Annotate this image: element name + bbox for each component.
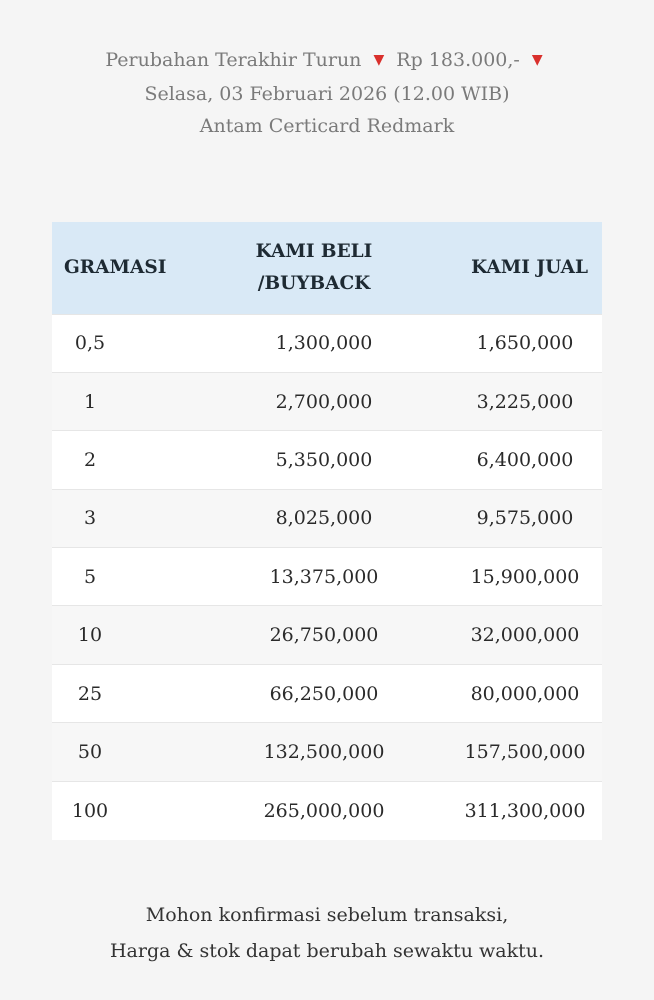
change-line (0, 44, 654, 78)
cell-buyback: 66,250,000 (269, 682, 379, 705)
cell-buyback: 26,750,000 (269, 624, 379, 647)
cell-kami-jual: 311,300,000 (464, 799, 586, 822)
update-date: Selasa, 03 Februari 2026 (12.00 WIB) (144, 83, 510, 105)
cell-gramasi: 5 (83, 565, 97, 588)
table-row (52, 489, 602, 547)
cell-kami-jual: 32,000,000 (470, 624, 580, 647)
cell-buyback: 1,300,000 (275, 332, 373, 355)
product-name: Antam Certicard Redmark (199, 115, 455, 137)
header-gramasi: GRAMASI (64, 256, 167, 278)
cell-gramasi: 0,5 (74, 332, 106, 355)
table-header-row (52, 222, 602, 314)
table-row (52, 723, 602, 781)
cell-kami-jual: 9,575,000 (476, 507, 574, 530)
cell-kami-jual: 157,500,000 (464, 740, 586, 763)
cell-buyback: 2,700,000 (275, 390, 373, 413)
cell-kami-jual: 1,650,000 (476, 332, 574, 355)
header-buyback-line1: KAMI BELI (255, 240, 373, 262)
header-buyback (214, 222, 414, 314)
cell-gramasi: 10 (77, 624, 103, 647)
header-kami-jual: KAMI JUAL (471, 256, 588, 278)
table-row (52, 548, 602, 606)
down-triangle-icon: ▼ (373, 52, 385, 68)
down-triangle-icon: ▼ (531, 52, 543, 68)
cell-buyback: 13,375,000 (269, 565, 379, 588)
cell-kami-jual: 15,900,000 (470, 565, 580, 588)
disclaimer-line1: Mohon konfirmasi sebelum transaksi, (145, 904, 509, 926)
table-row (52, 664, 602, 722)
cell-kami-jual: 3,225,000 (476, 390, 574, 413)
cell-buyback: 5,350,000 (275, 448, 373, 471)
change-label: Perubahan Terakhir Turun (105, 49, 362, 71)
disclaimer-line2: Harga & stok dapat berubah sewaktu waktu. (109, 940, 544, 962)
cell-gramasi: 50 (77, 740, 103, 763)
cell-kami-jual: 6,400,000 (476, 448, 574, 471)
table-row (52, 314, 602, 372)
change-amount: Rp 183.000,- (396, 49, 520, 71)
cell-gramasi: 1 (83, 390, 97, 413)
cell-buyback: 265,000,000 (263, 799, 385, 822)
cell-gramasi: 25 (77, 682, 103, 705)
disclaimer (0, 897, 654, 969)
cell-kami-jual: 80,000,000 (470, 682, 580, 705)
table-row (52, 606, 602, 664)
header-buyback-line2: /BUYBACK (257, 272, 371, 294)
cell-gramasi: 100 (71, 799, 109, 822)
cell-gramasi: 2 (83, 448, 97, 471)
cell-buyback: 8,025,000 (275, 507, 373, 530)
table-row (52, 431, 602, 489)
cell-buyback: 132,500,000 (263, 740, 385, 763)
price-table (52, 222, 602, 840)
cell-gramasi: 3 (83, 507, 97, 530)
price-info (0, 44, 654, 142)
table-row (52, 372, 602, 430)
table-row (52, 781, 602, 839)
